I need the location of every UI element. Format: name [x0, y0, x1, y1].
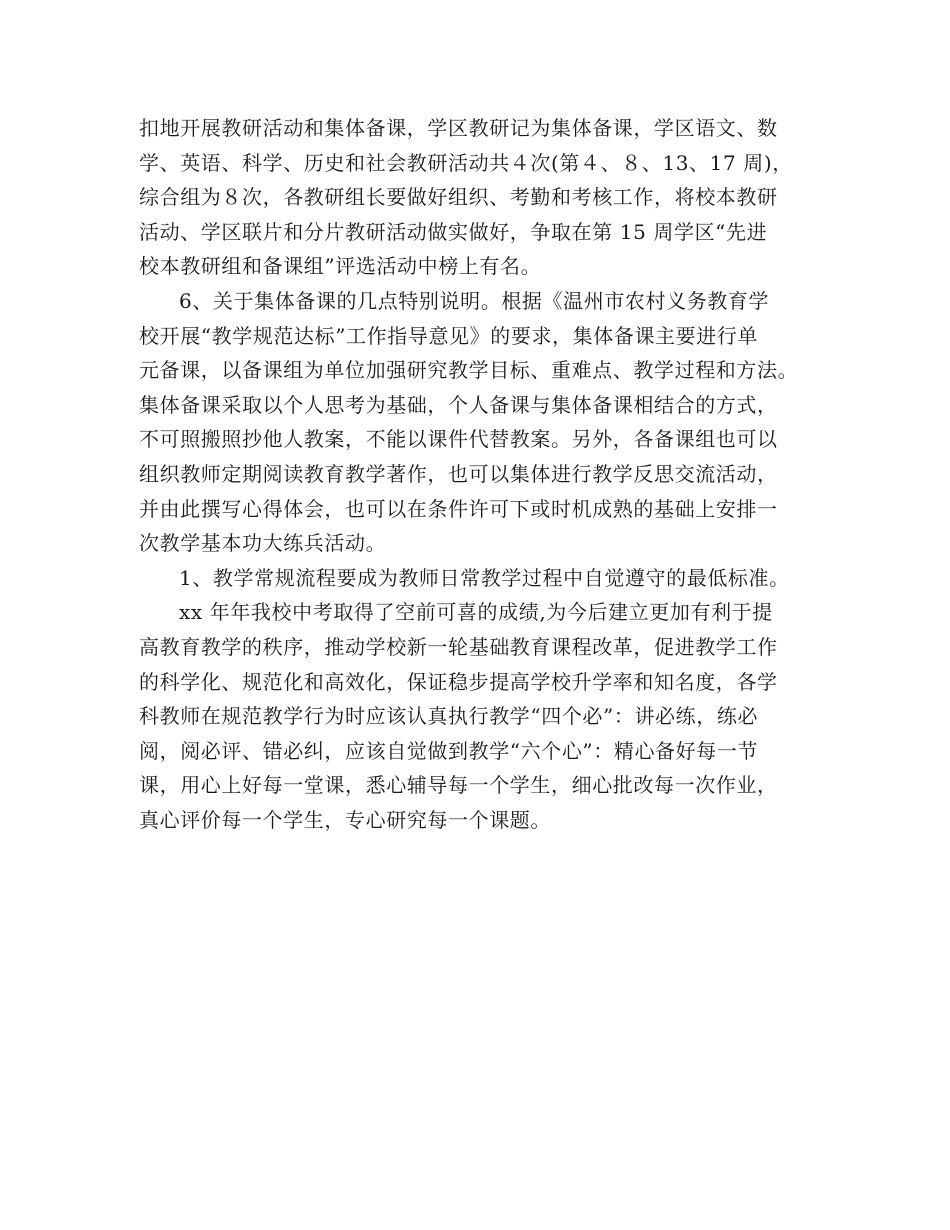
paragraph-2 [139, 284, 819, 561]
text-line: 校本教研组和备课组”评选活动中榜上有名。 [139, 254, 542, 279]
paragraph-3 [139, 561, 819, 596]
text-line: 高教育教学的秩序，推动学校新一轮基础教育课程改革，促进教学工作 [139, 634, 778, 659]
text-line: 次教学基本功大练兵活动。 [139, 531, 387, 556]
text-line: 扣地开展教研活动和集体备课，学区教研记为集体备课，学区语文、数 [139, 116, 778, 140]
text-line: 校开展“教学规范达标”工作指导意见》的要求，集体备课主要进行单 [139, 323, 759, 348]
paragraph-1 [139, 111, 819, 284]
text-line: 集体备课采取以个人思考为基础，个人备课与集体备课相结合的方式， [139, 392, 778, 417]
text-line: 综合组为８次，各教研组长要做好组织、考勤和考核工作，将校本教研 [139, 185, 778, 210]
document-body [139, 111, 819, 837]
text-line: xx 年年我校中考取得了空前可喜的成绩,为今后建立更加有利于提 [179, 600, 773, 625]
text-line: 学、英语、科学、历史和社会教研活动共４次(第４、８、13、17 周)， [139, 150, 793, 175]
text-line: 科教师在规范教学行为时应该认真执行教学“四个必”：讲必练，练必 [139, 704, 759, 729]
text-line: 组织教师定期阅读教育教学著作，也可以集体进行教学反思交流活动， [139, 461, 778, 486]
text-line: 1、教学常规流程要成为教师日常教学过程中自觉遵守的最低标准。 [179, 565, 790, 590]
text-line: 不可照搬照抄他人教案，不能以课件代替教案。另外，各备课组也可以 [139, 427, 778, 452]
text-line: 并由此撰写心得体会，也可以在条件许可下或时机成熟的基础上安排一 [139, 496, 778, 521]
text-line: 课，用心上好每一堂课，悉心辅导每一个学生，细心批改每一次作业， [139, 773, 778, 798]
paragraph-4 [139, 595, 819, 837]
text-line: 元备课，以备课组为单位加强研究教学目标、重难点、教学过程和方法。 [139, 358, 799, 383]
text-line: 6、关于集体备课的几点特别说明。根据《温州市农村义务教育学 [179, 288, 770, 313]
text-line: 的科学化、规范化和高效化，保证稳步提高学校升学率和知名度，各学 [139, 669, 778, 694]
text-line: 阅，阅必评、错必纠，应该自觉做到教学“六个心”：精心备好每一节 [139, 738, 759, 763]
text-line: 活动、学区联片和分片教研活动做实做好，争取在第 15 周学区“先进 [139, 219, 768, 244]
text-line: 真心评价每一个学生，专心研究每一个课题。 [139, 807, 551, 832]
